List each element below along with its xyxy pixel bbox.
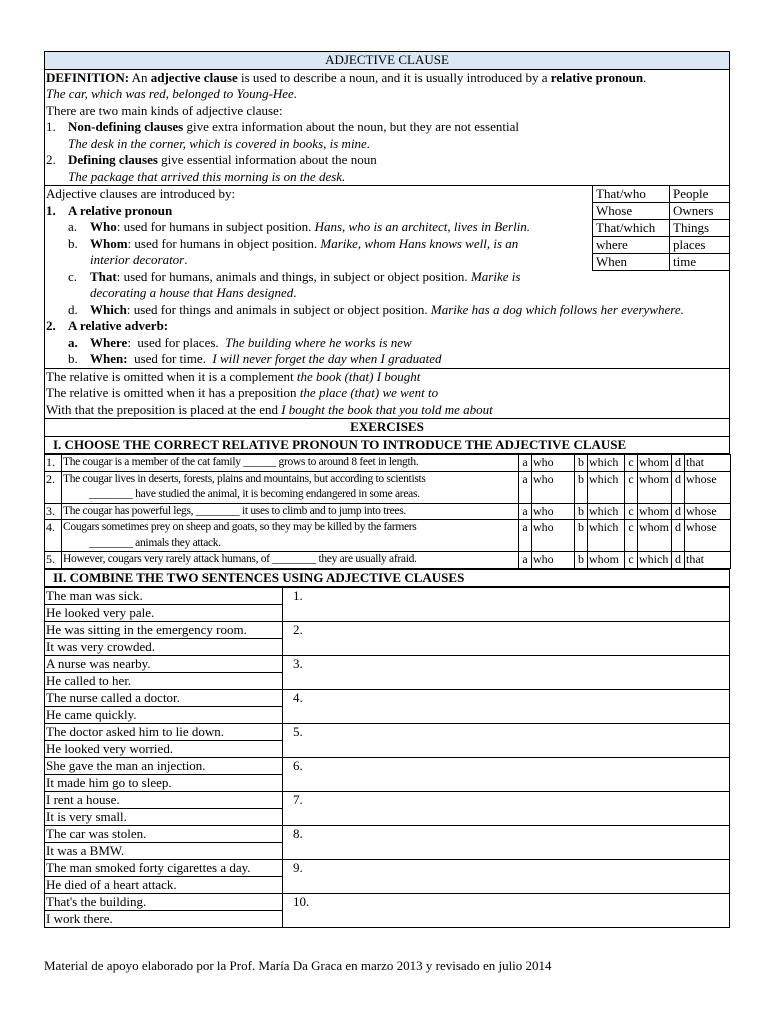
sentence-a: He was sitting in the emergency room. xyxy=(45,622,283,639)
exercise-row xyxy=(45,471,731,503)
question-line: However, cougars very rarely attack humans, of ________ they are usually afraid. xyxy=(63,553,417,565)
sentence-b: It is very small. xyxy=(45,809,283,826)
pronoun-desc: : used for things and animals in subject or object position. xyxy=(126,301,431,317)
answer-number: 10. xyxy=(293,894,310,909)
footer-note: Material de apoyo elaborado por la Prof. María Da Graca en marzo 2013 y revisado en julio 2014 xyxy=(44,958,552,973)
definition-example: The car, which was red, belonged to Young-Hee. xyxy=(46,86,298,101)
combine-row xyxy=(45,724,730,741)
answer-number: 7. xyxy=(293,792,303,807)
exercise-row xyxy=(45,552,731,569)
rule-example: the place (that) we went to xyxy=(299,385,439,400)
option-letter: d xyxy=(672,503,685,520)
option-whom[interactable]: whom xyxy=(638,520,672,552)
summary-row xyxy=(593,186,730,203)
combine-row xyxy=(45,758,730,775)
section-2-header-table xyxy=(44,569,730,588)
pronoun-desc: : used for humans in subject position. xyxy=(116,219,315,234)
exercise-row xyxy=(45,520,731,552)
kind-number: 1. xyxy=(46,119,56,134)
sentence-a: I rent a house. xyxy=(45,792,283,809)
combine-row xyxy=(45,690,730,707)
sentence-b: It made him go to sleep. xyxy=(45,775,283,792)
option-letter: a xyxy=(519,503,532,520)
kind-desc: give extra information about the noun, but they are not essential xyxy=(183,119,519,134)
introducers-cell xyxy=(45,186,730,369)
combine-row xyxy=(45,622,730,639)
punct: . xyxy=(184,252,188,267)
sentence-a: The nurse called a doctor. xyxy=(45,690,283,707)
kind-example: The desk in the corner, which is covered in books, is mine. xyxy=(68,135,371,151)
definition-text: is used to describe a noun, and it is usually introduced by a xyxy=(237,69,551,85)
option-which[interactable]: which xyxy=(588,520,625,552)
sentence-a: The man was sick. xyxy=(45,588,283,605)
option-whom[interactable]: whom xyxy=(638,503,672,520)
option-who[interactable]: who xyxy=(532,503,575,520)
definition-term: adjective clause xyxy=(150,69,238,85)
question-number: 2. xyxy=(45,471,62,503)
option-whom[interactable]: whom xyxy=(638,455,672,472)
combine-row xyxy=(45,894,730,911)
pronoun-example: Hans, who is an architect, lives in Berlin. xyxy=(314,219,531,234)
option-letter: b xyxy=(575,520,588,552)
pronoun-word: Whom xyxy=(90,235,128,251)
pronoun-word: That xyxy=(90,268,117,284)
pronoun-example: interior decorator xyxy=(90,252,185,267)
kind-item xyxy=(46,152,728,169)
sentence-b: He came quickly. xyxy=(45,707,283,724)
definition-label: DEFINITION: xyxy=(46,69,130,85)
question-text xyxy=(62,520,519,552)
pronoun-word: Which xyxy=(90,301,127,317)
option-which[interactable]: which xyxy=(588,503,625,520)
question-text xyxy=(62,471,519,503)
option-whom[interactable]: whom xyxy=(638,471,672,503)
answer-field[interactable] xyxy=(283,792,730,826)
option-letter: d xyxy=(672,520,685,552)
sentence-a: She gave the man an injection. xyxy=(45,758,283,775)
option-which[interactable]: which xyxy=(588,455,625,472)
summary-word: That/who xyxy=(593,186,670,203)
omission-rule xyxy=(46,385,728,402)
pronoun-example: Marike is xyxy=(470,268,521,284)
option-letter: a xyxy=(519,520,532,552)
option-that[interactable]: that xyxy=(685,552,731,569)
item-letter: a. xyxy=(68,219,78,234)
summary-word: where xyxy=(593,237,670,254)
option-which[interactable]: which xyxy=(638,552,672,569)
summary-word: That/which xyxy=(593,220,670,237)
kind-number: 2. xyxy=(46,152,56,167)
intro-by: Adjective clauses are introduced by: xyxy=(46,186,236,201)
sentence-a: The doctor asked him to lie down. xyxy=(45,724,283,741)
summary-row xyxy=(593,237,730,254)
exercise-row xyxy=(45,503,731,520)
exercise-row xyxy=(45,455,731,472)
sentence-b: It was very crowded. xyxy=(45,639,283,656)
sentence-b: He died of a heart attack. xyxy=(45,877,283,894)
answer-number: 3. xyxy=(293,656,303,671)
sentence-b: It was a BMW. xyxy=(45,843,283,860)
sentence-a: The man smoked forty cigarettes a day. xyxy=(45,860,283,877)
option-letter: c xyxy=(625,455,638,472)
exercises-title: EXERCISES xyxy=(45,419,730,437)
pronoun-desc: : used for humans, animals and things, in subject or object position. xyxy=(116,268,471,284)
option-letter: c xyxy=(625,520,638,552)
definition-term: relative pronoun xyxy=(550,69,644,85)
sentence-a: A nurse was nearby. xyxy=(45,656,283,673)
option-letter: c xyxy=(625,552,638,569)
adverb-example: I will never forget the day when I graduated xyxy=(212,351,442,366)
relative-summary-table xyxy=(592,185,730,271)
omission-rule xyxy=(46,402,728,419)
option-letter: a xyxy=(519,552,532,569)
heading-number: 2. xyxy=(46,318,56,333)
combine-row xyxy=(45,860,730,877)
option-who[interactable]: who xyxy=(532,552,575,569)
option-who[interactable]: who xyxy=(532,520,575,552)
rule-example: I bought the book that you told me about xyxy=(281,401,493,417)
answer-field[interactable] xyxy=(283,894,730,928)
summary-use: Things xyxy=(670,220,730,237)
answer-field[interactable] xyxy=(283,622,730,656)
option-who[interactable]: who xyxy=(532,455,575,472)
sentence-b: He looked very worried. xyxy=(45,741,283,758)
definition-line xyxy=(46,70,728,87)
rule-text: The relative is omitted when it has a preposition xyxy=(46,385,300,400)
pronoun-example-cont xyxy=(46,285,728,302)
answer-number: 1. xyxy=(293,588,303,603)
question-line: The cougar is a member of the cat family ______ grows to around 8 feet in length. xyxy=(63,456,419,468)
option-letter: d xyxy=(672,471,685,503)
rule-text: The relative is omitted when it is a complement xyxy=(46,368,297,384)
definition-text: . xyxy=(643,69,647,85)
omission-rule xyxy=(46,369,728,386)
heading-number: 1. xyxy=(46,202,56,218)
kind-desc: give essential information about the noun xyxy=(157,152,377,167)
heading-label: A relative adverb: xyxy=(68,318,169,333)
option-whose[interactable]: whose xyxy=(685,520,731,552)
sentence-b: He called to her. xyxy=(45,673,283,690)
omission-cell xyxy=(45,368,730,419)
summary-row xyxy=(593,203,730,220)
kind-name: Defining clauses xyxy=(68,152,158,167)
option-letter: a xyxy=(519,471,532,503)
option-letter: b xyxy=(575,455,588,472)
option-whose[interactable]: whose xyxy=(685,503,731,520)
option-letter: b xyxy=(575,503,588,520)
adverb-item xyxy=(46,351,728,368)
option-letter: b xyxy=(575,471,588,503)
answer-field[interactable] xyxy=(283,860,730,894)
summary-row xyxy=(593,220,730,237)
answer-field[interactable] xyxy=(283,826,730,860)
answer-field[interactable] xyxy=(283,656,730,690)
kind-item xyxy=(46,119,728,136)
answer-number: 5. xyxy=(293,724,303,739)
question-text xyxy=(62,455,519,472)
item-letter: b. xyxy=(68,351,78,366)
definition-cell xyxy=(45,69,730,186)
pronoun-example: Marike has a dog which follows her everywhere. xyxy=(430,301,684,317)
item-letter: a. xyxy=(68,334,78,350)
heading-label: A relative pronoun xyxy=(68,202,173,218)
item-letter: d. xyxy=(68,301,78,317)
question-text xyxy=(62,552,519,569)
answer-field[interactable] xyxy=(283,588,730,622)
exercise-1-table xyxy=(44,454,731,569)
kind-example: The package that arrived this morning is on the desk. xyxy=(68,168,346,184)
title-cell xyxy=(45,52,730,70)
answer-field[interactable] xyxy=(283,724,730,758)
answer-number: 9. xyxy=(293,860,303,875)
definition-text: An xyxy=(129,69,151,85)
pronoun-word: Who xyxy=(90,219,117,234)
answer-field[interactable] xyxy=(283,758,730,792)
combine-row xyxy=(45,588,730,605)
pronoun-example: decorating a house that Hans designed xyxy=(90,285,294,300)
question-line: Cougars sometimes prey on sheep and goats, so they may be killed by the farmers xyxy=(63,521,417,533)
summary-use: Owners xyxy=(670,203,730,220)
question-number: 4. xyxy=(45,520,62,552)
option-letter: d xyxy=(672,552,685,569)
option-letter: d xyxy=(672,455,685,472)
section-1-title: I. CHOOSE THE CORRECT RELATIVE PRONOUN TO INTRODUCE THE ADJECTIVE CLAUSE xyxy=(45,436,730,454)
option-letter: c xyxy=(625,503,638,520)
question-text xyxy=(62,503,519,520)
question-line: The cougar has powerful legs, ________ it uses to climb and to jump into trees. xyxy=(63,504,406,517)
adverb-word: When: xyxy=(90,351,128,366)
adverb-example: The building where he works is new xyxy=(225,334,412,350)
question-line: The cougar lives in deserts, forests, plains and mountains, but according to scientists xyxy=(63,472,426,485)
question-line: ________ have studied the animal, it is becoming endangered in some areas. xyxy=(89,488,420,500)
item-letter: c. xyxy=(68,268,78,284)
rule-example: the book (that) I bought xyxy=(296,368,421,384)
option-who[interactable]: who xyxy=(532,471,575,503)
answer-field[interactable] xyxy=(283,690,730,724)
option-letter: a xyxy=(519,455,532,472)
question-number: 5. xyxy=(45,552,62,569)
relative-adverb-heading xyxy=(46,318,728,335)
kind-name: Non-defining clauses xyxy=(68,119,184,134)
page-title: ADJECTIVE CLAUSE xyxy=(325,52,449,67)
summary-use: People xyxy=(670,186,730,203)
summary-use: time xyxy=(670,254,730,271)
summary-word: When xyxy=(593,254,670,271)
pronoun-example: Marike, whom Hans knows well, is an xyxy=(320,235,519,251)
kinds-intro: There are two main kinds of adjective clause: xyxy=(46,102,283,118)
punct: . xyxy=(293,285,297,300)
question-number: 1. xyxy=(45,455,62,472)
combine-row xyxy=(45,826,730,843)
question-number: 3. xyxy=(45,503,62,520)
option-letter: c xyxy=(625,471,638,503)
option-which[interactable]: which xyxy=(588,471,625,503)
summary-row xyxy=(593,254,730,271)
theory-table xyxy=(44,51,730,454)
rule-text: With that the preposition is placed at the end xyxy=(46,401,282,417)
adverb-item xyxy=(46,335,728,352)
option-that[interactable]: that xyxy=(685,455,731,472)
summary-word: Whose xyxy=(593,203,670,220)
section-2-title: II. COMBINE THE TWO SENTENCES USING ADJECTIVE CLAUSES xyxy=(45,569,730,587)
answer-number: 4. xyxy=(293,690,303,705)
answer-number: 8. xyxy=(293,826,303,841)
adverb-desc: used for time. xyxy=(127,351,213,366)
sentence-b: He looked very pale. xyxy=(45,605,283,622)
combine-row xyxy=(45,792,730,809)
option-letter: b xyxy=(575,552,588,569)
summary-use: places xyxy=(670,237,730,254)
question-line: ________ animals they attack. xyxy=(89,536,221,549)
pronoun-item xyxy=(46,302,728,319)
worksheet xyxy=(44,51,730,928)
item-letter: b. xyxy=(68,235,78,251)
sentence-b: I work there. xyxy=(45,911,283,928)
answer-number: 6. xyxy=(293,758,303,773)
adverb-word: Where xyxy=(90,334,128,350)
sentence-a: The car was stolen. xyxy=(45,826,283,843)
answer-number: 2. xyxy=(293,622,303,637)
exercise-2-table xyxy=(44,587,730,928)
combine-row xyxy=(45,656,730,673)
adverb-desc: : used for places. xyxy=(127,334,226,350)
pronoun-desc: : used for humans in object position. xyxy=(127,235,321,251)
option-whom[interactable]: whom xyxy=(588,552,625,569)
option-whose[interactable]: whose xyxy=(685,471,731,503)
sentence-a: That's the building. xyxy=(45,894,283,911)
